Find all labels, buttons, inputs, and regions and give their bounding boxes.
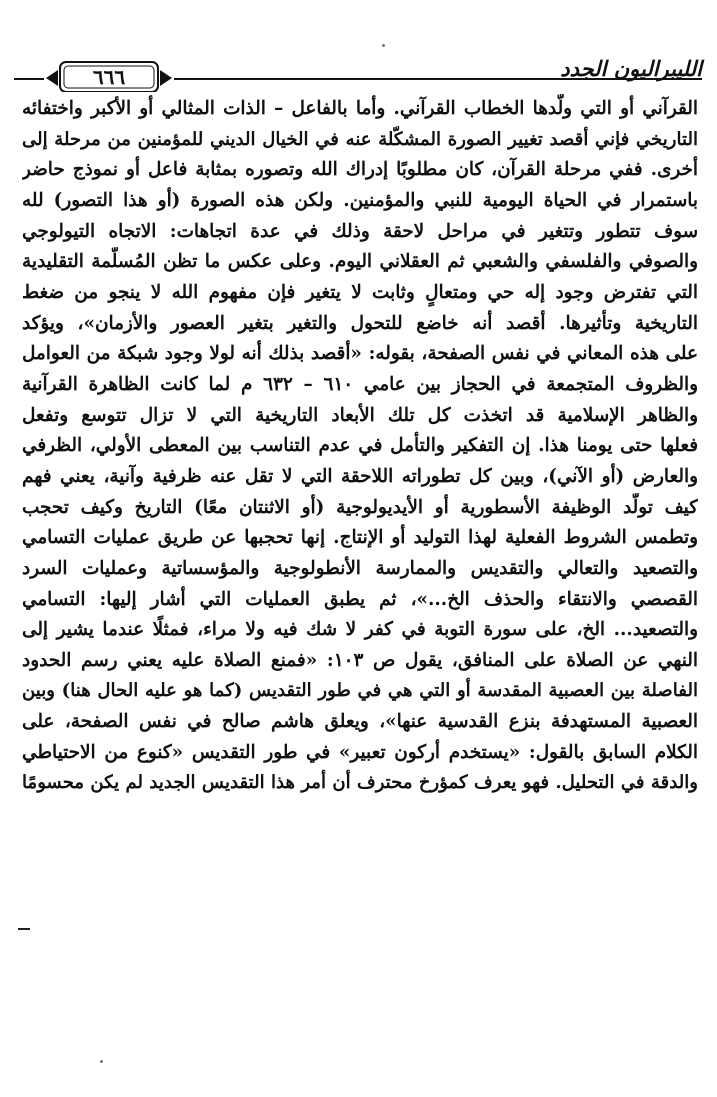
text-line: الفاصلة بين العصبية المقدسة أو التي هي في طور التقديس (كما هو عليه الحال هنا) وبين bbox=[22, 680, 698, 702]
scan-speck bbox=[100, 1060, 103, 1063]
text-line: التاريخي فإني أقصد تغيير الصورة المشكّلة عنه في الخيال الديني للمؤمنين من مرحلة إلى bbox=[22, 128, 698, 150]
text-line: التاريخية وتأثيرها. أقصد أنه خاضع للتحول والتغير بتغير العصور والأزمان»، ويؤكد bbox=[22, 312, 698, 334]
body-text bbox=[22, 94, 698, 799]
text-line: القصصي والانتقاء والحذف الخ...»، ثم يطبق العمليات التي أشار إليها: التسامي bbox=[22, 588, 698, 610]
text-line: وتطمس الشروط الفعلية لهذا التوليد أو الإنتاج. إنها تحجبها عن طريق عمليات التسامي bbox=[22, 527, 698, 549]
running-header bbox=[14, 52, 702, 92]
text-line: باستمرار في الحياة اليومية للنبي والمؤمنين. ولكن هذه الصورة (أو هذا التصور) لله bbox=[22, 189, 698, 211]
page-number-frame bbox=[44, 58, 174, 92]
text-line: والتصعيد والتعالي والتقديس والممارسة الأنطولوجية والمؤسساتية وعمليات السرد bbox=[22, 557, 698, 579]
page-number: ٦٦٦ bbox=[92, 65, 126, 89]
text-line: فعلها حتى يومنا هذا. إن التفكير والتأمل في عدم التناسب بين المعطى الأولي، الظرفي bbox=[22, 435, 698, 457]
text-line: النهي عن الصلاة على المنافق، يقول ص ١٠٣: «فمنع الصلاة عليه يعني رسم الحدود bbox=[22, 649, 698, 671]
text-line: والتصعيد... الخ، على سورة التوبة في كفر لا شك فيه ولا مراء، فمثلًا عندما يشير إلى bbox=[22, 619, 698, 641]
text-line: والظاهر الإسلامية قد اتخذت كل تلك الأبعاد التاريخية التي لا تزال تتوسع وتفعل bbox=[22, 404, 698, 426]
text-line: والدقة في التحليل. فهو يعرف كمؤرخ محترف أن أمر هذا التقديس الجديد لم يكن محسومًا bbox=[22, 772, 698, 794]
scan-speck bbox=[382, 44, 385, 47]
text-line: والصوفي والفلسفي والشعبي ثم العقلاني اليوم. وعلى عكس ما تظن المُسلَّمة التقليدية bbox=[22, 251, 698, 273]
margin-mark bbox=[18, 928, 30, 930]
text-line: سوف تتطور وتتغير في مراحل لاحقة وذلك في عدة اتجاهات: الاتجاه التيولوجي bbox=[22, 220, 698, 242]
text-line: والظروف المتجمعة في الحجاز بين عامي ٦١٠ – ٦٣٢ م لما كانت الظاهرة القرآنية bbox=[22, 373, 698, 395]
text-line: العصبية المستهدفة بنزع القدسية عنها»، ويعلق هاشم صالح في نفس الصفحة، على bbox=[22, 711, 698, 733]
book-title: الليبراليون الجدد bbox=[560, 56, 702, 81]
text-line: التي تفترض وجود إله حي ومتعالٍ وثابت لا يتغير فإن مفهوم الله لا ينجو من ضغط bbox=[22, 281, 698, 303]
text-line: الكلام السابق بالقول: «يستخدم أركون تعبير» في طور التقديس «كنوع من الاحتياطي bbox=[22, 741, 698, 763]
text-line: على هذه المعاني في نفس الصفحة، بقوله: «أقصد بذلك أنه لولا وجود شبكة من العوامل bbox=[22, 343, 698, 365]
text-line: كيف تولّد الوظيفة الأسطورية أو الأيديولوجية (أو الاثنتان معًا) التاريخ وكيف تحجب bbox=[22, 496, 698, 518]
text-line: القرآني أو التي ولّدها الخطاب القرآني. وأما بالفاعل – الذات المثالي أو الأكبر واختفائه bbox=[22, 98, 698, 119]
text-line: والعارض (أو الآني)، وبين كل تطوراته اللاحقة التي لا تقل عنه ظرفية وآنية، يعني فهم bbox=[22, 465, 698, 487]
text-line: أخرى. ففي مرحلة القرآن، كان مطلوبًا إدراك الله وتصوره بمثابة فاعل أو نموذج حاضر bbox=[22, 159, 698, 181]
